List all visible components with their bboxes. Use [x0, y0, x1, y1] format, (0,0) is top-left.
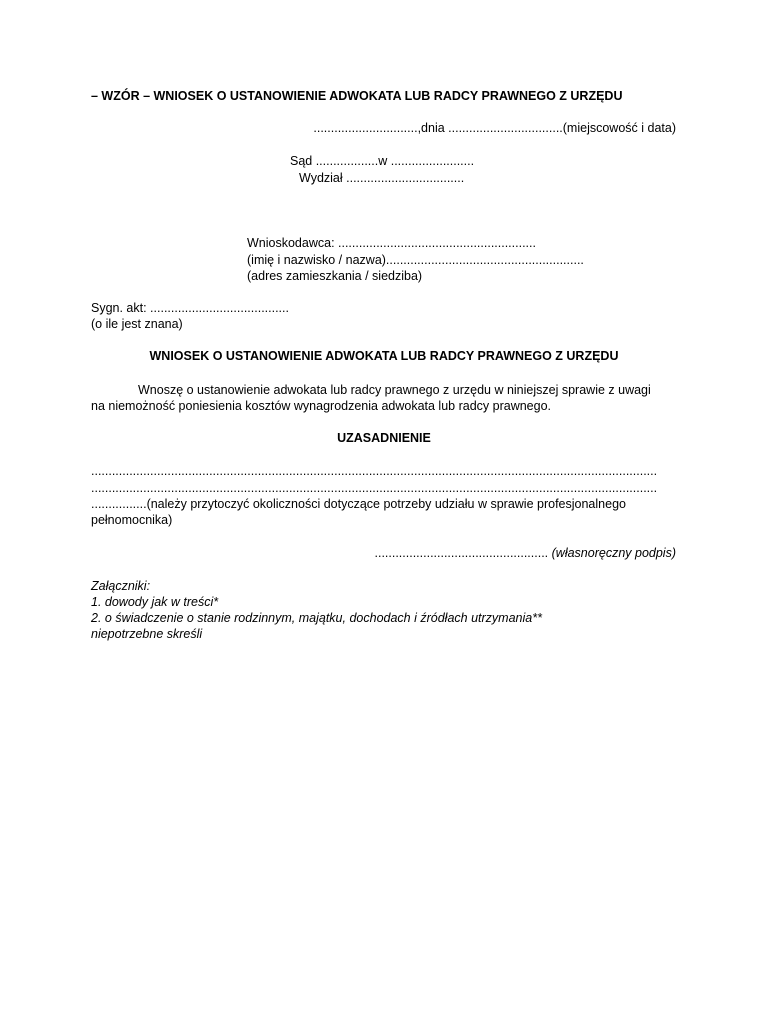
request-body-line-2: na niemożność poniesienia kosztów wynagrodzenia adwokata lub radcy prawnego. — [91, 399, 551, 413]
court-division-line: Wydział .................................. — [299, 171, 465, 185]
justification-dots-1: ................................................................................................................................................................... — [91, 464, 658, 478]
request-body-line-1: Wnoszę o ustanowienie adwokata lub radcy prawnego z urzędu w niniejszej sprawie z uwagi — [138, 383, 651, 397]
justification-line-4: pełnomocnika) — [91, 513, 173, 527]
request-title: WNIOSEK O USTANOWIENIE ADWOKATA LUB RADCY PRAWNEGO Z URZĘDU — [149, 349, 619, 363]
case-reference-line: Sygn. akt: ........................................ — [91, 301, 289, 315]
signature-dots: .................................................. — [374, 546, 549, 560]
justification-title: UZASADNIENIE — [337, 431, 431, 445]
court-name-line: Sąd ..................w ........................ — [290, 154, 475, 168]
document-header-title: – WZÓR – WNIOSEK O USTANOWIENIE ADWOKATA LUB RADCY PRAWNEGO Z URZĘDU — [91, 89, 623, 103]
justification-dots-2: ................................................................................................................................................................... — [91, 481, 658, 495]
attachments-title: Załączniki: — [91, 579, 151, 593]
applicant-label-line: Wnioskodawca: ......................................................... — [247, 236, 536, 250]
justification-line-3: ................(należy przytoczyć okoliczności dotyczące potrzeby udziału w sprawie profesjonalnego — [91, 497, 626, 511]
attachments-footnote: niepotrzebne skreśli — [91, 627, 203, 641]
place-date-line: ..............................,dnia .................................(miejscowość i data) — [313, 121, 676, 135]
signature-block — [375, 545, 677, 561]
attachment-item-2: 2. o świadczenie o stanie rodzinnym, majątku, dochodach i źródłach utrzymania** — [91, 611, 542, 625]
attachment-item-1: 1. dowody jak w treści* — [91, 595, 219, 609]
applicant-address-line: (adres zamieszkania / siedziba) — [247, 269, 423, 283]
applicant-name-line: (imię i nazwisko / nazwa)......................................................... — [247, 253, 584, 267]
signature-label: (własnoręczny podpis) — [551, 546, 676, 560]
case-reference-note: (o ile jest znana) — [91, 317, 183, 331]
